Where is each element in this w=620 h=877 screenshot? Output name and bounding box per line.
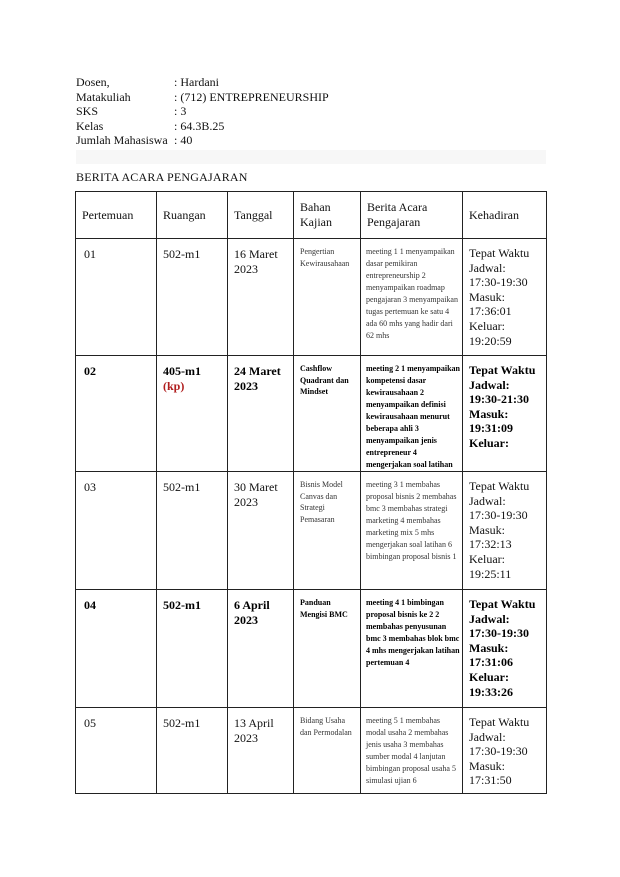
cell-kehadiran [463, 472, 547, 590]
info-row-sks [76, 104, 329, 119]
attendance-line: 19:25:11 [469, 566, 512, 581]
attendance-line: 19:30-21:30 [469, 392, 529, 407]
cell-berita: meeting 5 1 membahas modal usaha 2 membahas jenis usaha 3 membahas sumber modal 4 lanjutan bimbingan proposal usaha 5 simulasi ujian 6 [361, 708, 463, 794]
table-row [76, 590, 547, 708]
teaching-log-table [75, 191, 547, 794]
info-value: : 64.3B.25 [174, 118, 225, 133]
cell-berita: meeting 1 1 menyampaikan dasar pemikiran entrepreneurship 2 menyampaikan roadmap pengajaran 3 menyampaikan tugas pertemuan ke satu 4 ada 60 mhs yang hadir dari 62 mhs [361, 239, 463, 356]
cell-tanggal: 24 Maret 2023 [228, 356, 294, 472]
cell-ruangan [157, 708, 228, 794]
cell-ruangan [157, 239, 228, 356]
cell-tanggal: 30 Maret 2023 [228, 472, 294, 590]
table-row [76, 472, 547, 590]
header-berita: Berita Acara Pengajaran [361, 192, 463, 239]
attendance-line: 19:31:09 [469, 421, 513, 436]
info-row-jumlah [76, 133, 329, 148]
attendance-status: Tepat Waktu [469, 597, 536, 611]
attendance-line: 17:31:06 [469, 655, 513, 670]
cell-berita: meeting 2 1 menyampaikan kompetensi dasar kewirausahaan 2 menyampaikan definisi kewirausahaan menurut beberapa ahli 3 menyampaikan jenis entrepreneur 4 mengerjakan soal latihan [361, 356, 463, 472]
cell-kehadiran [463, 356, 547, 472]
attendance-line: Jadwal: [469, 729, 506, 744]
info-row-matakuliah [76, 90, 329, 105]
info-value: : Hardani [174, 75, 219, 89]
info-value: : (712) ENTREPRENEURSHIP [174, 89, 329, 104]
ruangan-code: 502-m1 [163, 598, 201, 612]
attendance-line: Masuk: [469, 522, 505, 537]
attendance-status: Tepat Waktu [469, 715, 530, 729]
attendance-line: 17:30-19:30 [469, 626, 529, 641]
header-ruangan: Ruangan [157, 192, 228, 239]
attendance-line: 17:30-19:30 [469, 744, 528, 759]
cell-kehadiran [463, 239, 547, 356]
attendance-line: Jadwal: [469, 493, 506, 508]
attendance-line: Keluar: [469, 435, 509, 450]
ruangan-tag: (kp) [163, 379, 185, 393]
info-row-dosen [76, 75, 329, 90]
attendance-line: Keluar: [469, 318, 505, 333]
cell-bahan: Bidang Usaha dan Permodalan [294, 708, 361, 794]
ruangan-code: 502-m1 [163, 247, 201, 261]
attendance-line: Jadwal: [469, 377, 510, 392]
attendance-line: Masuk: [469, 758, 505, 773]
cell-ruangan [157, 356, 228, 472]
attendance-line: Masuk: [469, 640, 509, 655]
cell-tanggal: 6 April 2023 [228, 590, 294, 708]
attendance-line: Keluar: [469, 551, 505, 566]
table-row [76, 708, 547, 794]
info-value: : 40 [174, 133, 193, 148]
header-bahan: Bahan Kajian [294, 192, 361, 239]
table-row [76, 356, 547, 472]
table-row [76, 239, 547, 356]
info-row-kelas [76, 119, 329, 134]
cell-kehadiran [463, 708, 547, 794]
cell-bahan: Bisnis Model Canvas dan Strategi Pemasaran [294, 472, 361, 590]
attendance-line: Keluar: [469, 669, 509, 684]
cell-pertemuan: 01 [76, 239, 157, 356]
cell-kehadiran [463, 590, 547, 708]
attendance-status: Tepat Waktu [469, 363, 536, 377]
attendance-line: 19:20:59 [469, 333, 512, 348]
ruangan-code: 405-m1 [163, 364, 201, 378]
attendance-status: Tepat Waktu [469, 246, 530, 260]
divider-band [76, 150, 546, 164]
cell-berita: meeting 3 1 membahas proposal bisnis 2 membahas bmc 3 membahas strategi marketing 4 membahas marketing mix 5 mhs mengerjakan soal latihan 6 bimbingan proposal bisnis 1 [361, 472, 463, 590]
cell-pertemuan: 04 [76, 590, 157, 708]
cell-pertemuan: 03 [76, 472, 157, 590]
ruangan-code: 502-m1 [163, 480, 201, 494]
cell-ruangan [157, 472, 228, 590]
cell-bahan: Panduan Mengisi BMC [294, 590, 361, 708]
attendance-status: Tepat Waktu [469, 479, 530, 493]
table-header-row [76, 192, 547, 239]
attendance-line: 17:30-19:30 [469, 275, 528, 290]
attendance-line: 17:32:13 [469, 537, 512, 552]
course-info [76, 75, 329, 148]
info-label: Kelas [76, 118, 104, 133]
header-kehadiran: Kehadiran [463, 192, 547, 239]
cell-pertemuan: 02 [76, 356, 157, 472]
info-label: Matakuliah [76, 89, 131, 104]
cell-ruangan [157, 590, 228, 708]
cell-bahan: Pengertian Kewirausahaan [294, 239, 361, 356]
attendance-line: 17:30-19:30 [469, 508, 528, 523]
header-tanggal: Tanggal [228, 192, 294, 239]
cell-pertemuan: 05 [76, 708, 157, 794]
section-title: BERITA ACARA PENGAJARAN [76, 170, 248, 184]
header-pertemuan: Pertemuan [76, 192, 157, 239]
attendance-line: Jadwal: [469, 260, 506, 275]
attendance-line: Masuk: [469, 289, 505, 304]
attendance-line: Jadwal: [469, 611, 510, 626]
attendance-line: 17:31:50 [469, 773, 512, 788]
attendance-line: 17:36:01 [469, 304, 512, 319]
info-label: Dosen, [76, 75, 110, 89]
cell-berita: meeting 4 1 bimbingan proposal bisnis ke 2 2 membahas penyusunan bmc 3 membahas blok bmc 4 mhs mengerjakan latihan pertemuan 4 [361, 590, 463, 708]
info-label: Jumlah Mahasiswa [76, 133, 168, 148]
cell-bahan: Cashflow Quadrant dan Mindset [294, 356, 361, 472]
attendance-line: 19:33:26 [469, 684, 513, 699]
attendance-line: Masuk: [469, 406, 509, 421]
cell-tanggal: 13 April 2023 [228, 708, 294, 794]
info-label: SKS [76, 104, 99, 119]
ruangan-code: 502-m1 [163, 716, 201, 730]
cell-tanggal: 16 Maret 2023 [228, 239, 294, 356]
info-value: : 3 [174, 104, 187, 119]
